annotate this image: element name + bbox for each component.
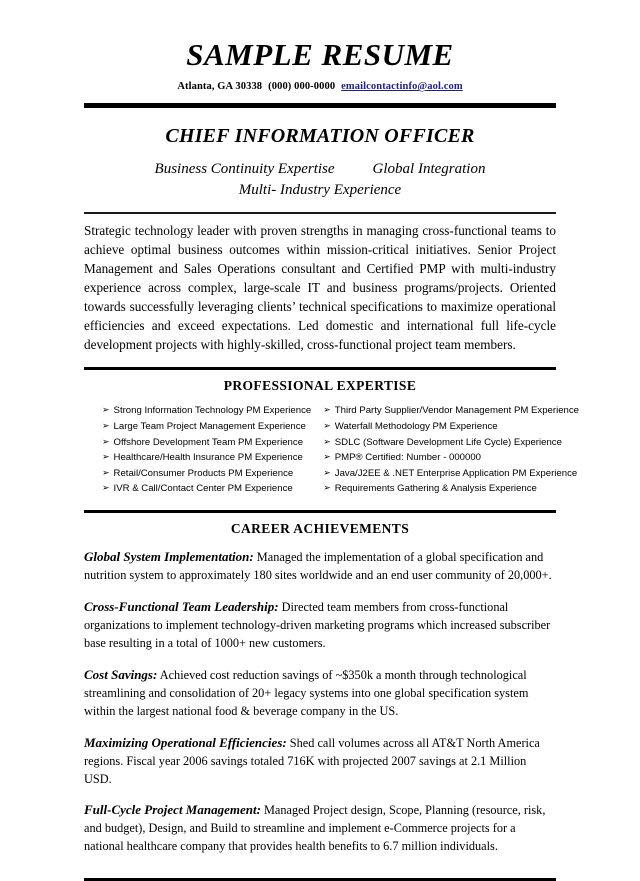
list-item-label: Java/J2EE & .NET Enterprise Application PM Experience (334, 467, 578, 479)
arrow-bullet-icon: ➢ (102, 437, 110, 448)
list-item (323, 435, 579, 451)
list-item (323, 466, 579, 482)
arrow-bullet-icon: ➢ (323, 421, 331, 432)
list-item-label: IVR & Call/Contact Center PM Experience (113, 483, 293, 495)
arrow-bullet-icon: ➢ (323, 452, 331, 463)
list-item-label: Retail/Consumer Products PM Experience (113, 467, 294, 479)
list-item (102, 481, 311, 497)
list-item (323, 403, 579, 419)
list-item-label: PMP® Certified: Number - 000000 (334, 452, 482, 464)
expertise-right-column (319, 403, 579, 496)
list-item (323, 450, 579, 466)
achievement-body: Managed the implementation of a global specification and nutrition system to approximately 180 sites worldwide and an end user community of 20,000+. (84, 549, 552, 582)
achievement-body: Directed team members from cross-functional organizations to implement technology-driven marketing programs which increased subscriber base resulting in a total of 1000+ new customers. (84, 599, 551, 650)
section-heading-expertise: PROFESSIONAL EXPERTISE (223, 378, 417, 394)
achievement-item (84, 666, 556, 721)
list-item (323, 481, 579, 497)
list-item-label: Healthcare/Health Insurance PM Experience (113, 452, 303, 464)
list-item-label: Strong Information Technology PM Experience (113, 405, 312, 417)
summary-divider (84, 212, 556, 214)
arrow-bullet-icon: ➢ (102, 452, 110, 463)
list-item (102, 419, 311, 435)
list-item-label: SDLC (Software Development Life Cycle) Experience (334, 436, 562, 448)
arrow-bullet-icon: ➢ (323, 437, 331, 448)
achievements-list (84, 548, 556, 856)
achievement-body: Shed call volumes across all AT&T North America regions. Fiscal year 2006 savings totaled 716K with projected 2007 savings at 2.1 Million USD. (84, 735, 540, 786)
achievement-body: Managed Project design, Scope, Planning (resource, risk, and budget), Design, and Build to streamline and implement e-Commerce projects for a national healthcare company that provides health benefits to 6.7 million individuals. (84, 803, 546, 854)
achievements-divider (84, 510, 556, 513)
tagline-business-continuity: Business Continuity Expertise (154, 161, 335, 178)
achievement-label: Global System Implementation: (84, 548, 254, 564)
achievement-label: Cost Savings: (84, 666, 158, 682)
achievement-body: Achieved cost reduction savings of ~$350k a month through technological streamlining and consolidation of 20+ legacy systems into one global specification system within the largest national food & beverage company in the US. (84, 667, 529, 718)
expertise-left-column (84, 403, 311, 496)
tagline-global-integration: Global Integration (372, 161, 486, 178)
tagline-block (84, 159, 556, 200)
summary-paragraph: Strategic technology leader with proven strengths in managing cross-functional teams to achieve optimal business outcomes within mission-critical initiatives. Senior Project Management and Sales Operations consultant and Certified PMP with multi-industry experience across complex, large-scale IT and business programs/projects. Oriented towards successfully leveraging clients’ technical specifications to maximize operational efficiencies and exceed expectations. Led domestic and international full life-cycle development projects with highly-skilled, cross-functional project team members. (84, 223, 556, 353)
list-item-label: Large Team Project Management Experience (113, 421, 306, 433)
contact-location: Atlanta, GA 30338 (177, 81, 263, 93)
section-heading-achievements: CAREER ACHIEVEMENTS (230, 520, 410, 536)
list-item-label: Waterfall Methodology PM Experience (334, 421, 498, 433)
expertise-columns (84, 403, 579, 496)
list-item (102, 466, 311, 482)
contact-email-link[interactable]: emailcontactinfo@aol.com (341, 81, 463, 93)
tagline-row-top (84, 159, 556, 180)
tagline-multi-industry: Multi- Industry Experience (238, 181, 402, 198)
achievement-label: Maximizing Operational Efficiencies: (84, 734, 287, 750)
list-item-label: Offshore Development Team PM Experience (113, 436, 304, 448)
contact-phone: (000) 000-0000 (268, 81, 336, 93)
list-item (323, 419, 579, 435)
arrow-bullet-icon: ➢ (323, 483, 331, 494)
arrow-bullet-icon: ➢ (323, 405, 331, 416)
achievement-item (84, 548, 556, 585)
list-item (102, 403, 311, 419)
list-item-label: Requirements Gathering & Analysis Experience (334, 483, 537, 495)
arrow-bullet-icon: ➢ (102, 468, 110, 479)
job-title: CHIEF INFORMATION OFFICER (165, 125, 475, 148)
candidate-name: SAMPLE RESUME (186, 37, 454, 72)
contact-line (84, 81, 556, 92)
arrow-bullet-icon: ➢ (323, 468, 331, 479)
achievement-label: Full-Cycle Project Management: (84, 802, 261, 818)
arrow-bullet-icon: ➢ (102, 405, 110, 416)
list-item (102, 435, 311, 451)
list-item-label: Third Party Supplier/Vendor Management PM Experience (334, 405, 579, 417)
header-divider (84, 103, 556, 108)
arrow-bullet-icon: ➢ (102, 483, 110, 494)
list-item (102, 450, 311, 466)
arrow-bullet-icon: ➢ (102, 421, 110, 432)
achievement-item (84, 734, 556, 789)
achievement-item (84, 598, 556, 653)
achievement-item (84, 801, 556, 856)
expertise-divider (84, 367, 556, 370)
achievement-label: Cross-Functional Team Leadership: (84, 598, 279, 614)
